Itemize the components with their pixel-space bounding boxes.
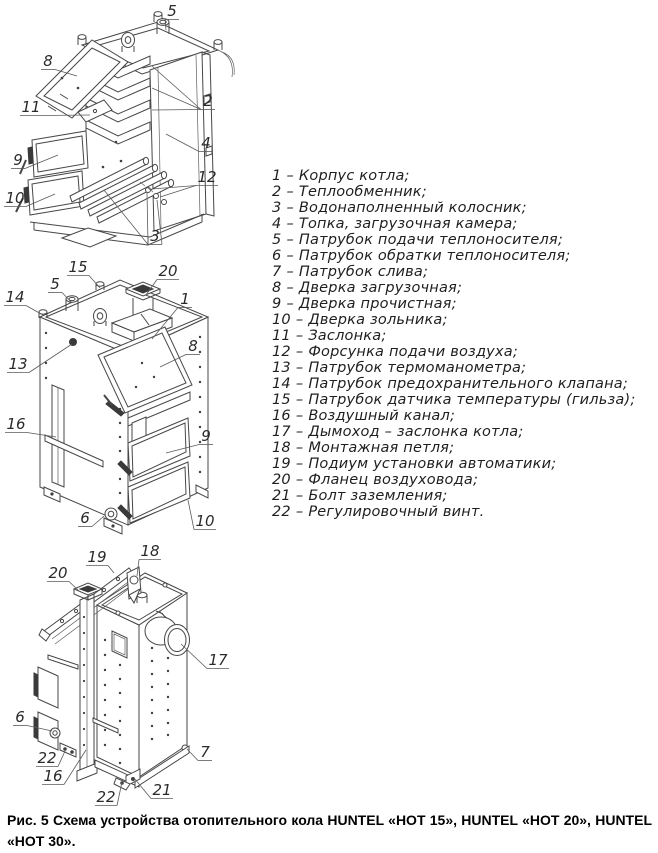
legend-item-separator: – [286,232,294,248]
legend-item-separator: – [295,360,304,376]
legend-item-number: 15 [272,392,291,408]
part-number-label: 5 [167,2,177,20]
cleanout-door [20,131,88,177]
part-number-label: 18 [140,545,160,560]
part-number-label: 2 [203,92,213,110]
legend-item-text: Дверка прочистная; [298,296,457,312]
legend-item-number: 10 [272,312,291,328]
callout-leader-line [187,749,198,761]
part-number-label: 16 [43,767,63,785]
callout-leader-line [188,500,194,530]
part-number-label: 3 [150,227,160,245]
legend-item-separator: – [295,472,304,488]
legend-item-separator: – [295,488,304,504]
part-number-label: 6 [15,708,25,726]
callout-leader-line [152,110,201,111]
legend-item [272,184,654,200]
legend-item-text: Патрубок обратки теплоносителя; [298,248,571,264]
legend-item [272,328,654,344]
legend-item-text: Патрубок термоманометра; [308,360,527,376]
part-number-label: 6 [80,509,90,527]
legend-item-separator: – [295,440,304,456]
legend-item-separator: – [286,264,294,280]
callout-leader-line [58,749,66,767]
legend-item-text: Водонаполненный колосник; [298,200,527,216]
parts-legend [272,168,654,520]
air-duct-column [77,594,97,781]
boiler-body [97,573,187,777]
legend-item-separator: – [295,312,304,328]
part-number-label: 4 [201,134,211,152]
legend-item-separator: – [295,504,304,520]
legend-item-text: Топка, загрузочная камера; [298,216,518,232]
part-number-label: 10 [5,189,25,207]
part-number-label: 8 [43,52,53,70]
legend-item-number: 5 [272,232,282,248]
part-number-label: 16 [6,415,26,433]
legend-item [272,344,654,360]
legend-item-text: Дымоход – заслонка котла; [308,424,524,440]
firebox-holes [102,141,123,169]
air-channel-strip [52,385,64,487]
legend-item-separator: – [286,200,294,216]
figure-caption: Рис. 5 Схема устройства отопительного кола HUNTEL «HOT 15», HUNTEL «HOT 20», HUNTEL «HOT 30». [7,812,652,849]
legend-item-text: Дверка зольника; [308,312,448,328]
part-number-label: 8 [188,337,198,355]
legend-item-text: Патрубок предохранительного клапана; [308,376,628,392]
legend-item [272,232,654,248]
legend-item [272,280,654,296]
legend-item-separator: – [295,408,304,424]
ash-door [16,171,84,215]
legend-item-separator: – [286,296,294,312]
legend-item-text: Фланец воздуховода; [308,472,479,488]
legend-item-text: Подиум установки автоматики; [308,456,557,472]
legend-item-number: 13 [272,360,291,376]
drawing-rear-view [0,545,270,810]
legend-item [272,216,654,232]
part-number-label: 9 [13,151,23,169]
legend-item [272,488,654,504]
legend-item-separator: – [295,456,304,472]
part-number-label: 22 [96,788,116,806]
legend-item [272,408,654,424]
legend-item-number: 18 [272,440,291,456]
legend-item-text: Воздушный канал; [308,408,456,424]
return-pipe [105,508,117,520]
callout-leader-line [42,115,90,116]
legend-item-number: 22 [272,504,291,520]
legend-item-number: 4 [272,216,282,232]
legend-item-text: Патрубок слива; [298,264,429,280]
legend-item-number: 21 [272,488,291,504]
part-number-label: 11 [21,98,41,116]
legend-item-text: Патрубок датчика температуры (гильза); [308,392,636,408]
legend-item [272,296,654,312]
legend-item-separator: – [286,168,294,184]
legend-item [272,200,654,216]
legend-item-separator: – [286,216,294,232]
legend-item-separator: – [286,248,294,264]
legend-item-separator: – [295,328,304,344]
part-number-label: 7 [200,743,210,761]
legend-item-text: Теплообменник; [298,184,427,200]
part-number-label: 19 [87,548,107,566]
legend-item [272,264,654,280]
legend-item [272,440,654,456]
part-number-label: 20 [48,564,68,582]
legend-item-number: 9 [272,296,282,312]
legend-item [272,472,654,488]
part-number-label: 9 [201,427,211,445]
legend-item-separator: – [286,184,294,200]
part-number-label: 15 [68,258,88,276]
return-pipe [50,728,60,738]
legend-item-number: 3 [272,200,282,216]
legend-item-number: 11 [272,328,291,344]
callout-leader-line [92,516,104,527]
legend-item [272,376,654,392]
part-number-label: 1 [180,290,190,308]
legend-item [272,168,654,184]
drawing-front-view [0,255,270,545]
legend-item-separator: – [295,392,304,408]
legend-item [272,424,654,440]
legend-item-separator: – [295,424,304,440]
legend-item-number: 7 [272,264,282,280]
legend-item-number: 1 [272,168,282,184]
legend-item-text: Регулировочный винт. [308,504,485,520]
legend-item [272,504,654,520]
part-number-label: 17 [208,651,228,669]
part-number-label: 14 [5,288,25,306]
legend-item-separator: – [295,376,304,392]
legend-item-number: 16 [272,408,291,424]
legend-item-text: Форсунка подачи воздуха; [308,344,518,360]
legend-item [272,456,654,472]
legend-item-text: Болт заземления; [308,488,448,504]
part-number-label: 10 [195,512,215,530]
legend-item-text: Заслонка; [308,328,387,344]
part-number-label: 22 [37,749,57,767]
legend-item-separator: – [295,344,304,360]
legend-item [272,392,654,408]
part-number-label: 21 [152,781,172,799]
legend-item-number: 14 [272,376,291,392]
part-number-label: 20 [158,262,178,280]
legend-item-number: 19 [272,456,291,472]
legend-item-number: 6 [272,248,282,264]
part-number-label: 5 [50,275,60,293]
legend-item-text: Дверка загрузочная; [298,280,463,296]
legend-item-separator: – [286,280,294,296]
legend-item-number: 8 [272,280,282,296]
legend-item-text: Монтажная петля; [308,440,455,456]
callout-leader-line [108,566,114,574]
legend-item-text: Патрубок подачи теплоносителя; [298,232,563,248]
legend-item-number: 12 [272,344,291,360]
legend-item-number: 2 [272,184,282,200]
legend-item-number: 17 [272,424,291,440]
thermomanometer-port [70,339,77,346]
drawing-cutaway-view [0,0,270,255]
legend-item-number: 20 [272,472,291,488]
legend-item [272,248,654,264]
legend-item [272,312,654,328]
part-number-label: 12 [197,168,217,186]
legend-item [272,360,654,376]
part-number-label: 13 [8,355,28,373]
legend-item-text: Корпус котла; [298,168,410,184]
